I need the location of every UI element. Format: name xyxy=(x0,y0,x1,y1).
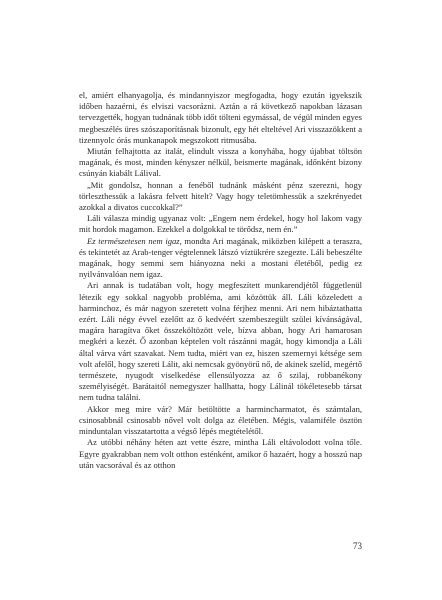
paragraph: el, amiért elhanyagolja, és mindannyiszor megfogadta, hogy ezután igyekszik időben hazaérni, és elviszi vacsorázni. Aztán a rá következő napokban lázasan tervezgették, hogyan tudnának több időt tölteni egymással, de végül minden egyes megbeszélés üres szószaporításnak bizonult, egy hét elteltével Ari visszazökkent a tizennyolc órás munkanapok megszokott ritmusába. xyxy=(79,90,362,145)
paragraph: Akkor meg mire vár? Már betöltötte a harmincharmatot, és számtalan, csinosabbnál csinosabb nővel volt dolga az életében. Mégis, valamiféle ösztön minduntalan visszatartotta a végső lépés megtételétől. xyxy=(79,403,362,437)
paragraph: „Mit gondolsz, honnan a fenéből tudnánk másként pénz szerezni, hogy törleszthessük a lakásra felvett hitelt? Vagy hogy teletömhessük a szekrényedet azokkal a divatos cuccokkal?” xyxy=(79,179,362,213)
body-text xyxy=(79,90,362,471)
paragraph: Miután felhajtotta az italát, elindult vissza a konyhába, hogy újabbat töltsön magának, és most, minden kényszer nélkül, beismerte magának, időnként bizony csúnyán kiabált Lálival. xyxy=(79,146,362,179)
paragraph-remainder: mondta Ari magának, miközben kilépett a teraszra, és tekintetét az Arab-tenger végtelennek látszó víztükrére szegezte. Láli bebeszélte magának, hogy semmi sem hiányozna neki a mostani életéből, pedig ez nyilvánvalóan nem igaz. xyxy=(79,235,362,280)
paragraph: Láli válasza mindig ugyanaz volt: „Engem nem érdekel, hogy hol lakom vagy mit hordok magamon. Ezekkel a dolgokkal te törődsz, nem én.” xyxy=(79,213,362,235)
page-number: 73 xyxy=(353,541,362,551)
paragraph: Az utóbbi néhány héten azt vette észre, mintha Láli eltávolodott volna tőle. Egyre gyakrabban nem volt otthon esténként, amikor ő hazaért, hogy a hosszú nap után vacsorával és az otthon xyxy=(79,437,362,470)
paragraph-italic-lead xyxy=(79,236,362,281)
italic-phrase: Ez természetesen nem igaz, xyxy=(87,235,182,246)
paragraph: Ari annak is tudatában volt, hogy megfeszített munkarendjétől függetlenül létezik egy sokkal nagyobb probléma, ami közöttük áll. Láli közeledett a harminchoz, és már nagyon szeretett volna férjhez menni. Ari nem hibáztathatta ezért. Láli négy évvel ezelőtt az ő kedvéért szembeszegült szülei kívánságával, magára haragítva őket összeköltözött vele, bízva abban, hogy Ari hamarosan megkéri a kezét. Ő azonban képtelen volt rászánni magát, hogy kimondja a Láli által várva várt szavakat. Nem tudta, miért van ez, hiszen szemernyi kétsége sem volt afelől, hogy szereti Lálit, aki nemcsak gyönyörű nő, de akinek szelíd, megértő természete, nyugodt viselkedése ellensúlyozza az ő szilaj, robbanékony személyiségét. Barátaitól nemegyszer hallhatta, hogy Lálinál tökéletesebb társat nem tudna találni. xyxy=(79,280,362,403)
